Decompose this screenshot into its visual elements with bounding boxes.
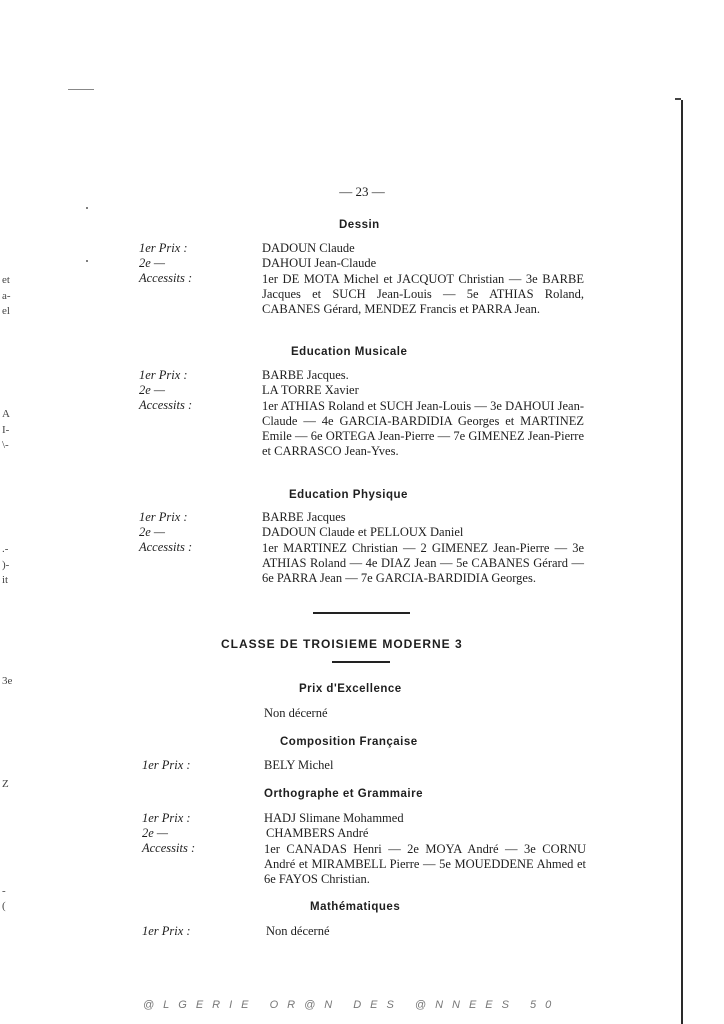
prize-winner: BELY Michel: [264, 758, 334, 772]
prize-winner: Non décerné: [264, 706, 328, 720]
accessits-label: Accessits :: [139, 540, 193, 554]
edge-fragment: )-: [2, 559, 10, 571]
edge-fragment: I-: [2, 424, 10, 436]
edge-fragment: Z: [2, 778, 9, 790]
prize-winner: DADOUN Claude: [262, 241, 355, 255]
edge-fragment: a-: [2, 290, 11, 302]
prize-label: 1er Prix :: [142, 758, 191, 772]
edge-fragment: -: [2, 885, 6, 897]
edge-fragment: A: [2, 408, 10, 420]
page-edge-rule: [681, 100, 683, 1024]
edge-fragment: (: [2, 900, 6, 912]
section-heading-orthographe: Orthographe et Grammaire: [264, 788, 423, 800]
edge-fragment: \-: [2, 439, 9, 451]
prize-label: 2e —: [139, 256, 166, 270]
accessits-label: Accessits :: [139, 398, 193, 412]
edge-fragment: el: [2, 305, 10, 317]
section-heading-musicale: Education Musicale: [291, 346, 408, 358]
page-number: — 23 —: [339, 184, 385, 199]
accessits-label: Accessits :: [142, 841, 196, 855]
prize-label: 1er Prix :: [142, 811, 191, 825]
accessits-list: 1er DE MOTA Michel et JACQUOT Christian — 3e BARBE Jacques et SUCH Jean-Louis — 5e ATHIAS Roland, CABANES Gérard, MENDEZ Francis et PARRA Jean.: [262, 272, 584, 316]
section-heading-dessin: Dessin: [339, 219, 380, 231]
prize-label: 1er Prix :: [142, 924, 191, 938]
scan-speck: [86, 260, 88, 262]
prize-label: 2e —: [139, 525, 166, 539]
prize-label: 1er Prix :: [139, 510, 188, 524]
prize-label: 1er Prix :: [139, 368, 188, 382]
section-heading-excellence: Prix d'Excellence: [299, 683, 402, 695]
prize-winner: CHAMBERS André: [266, 826, 369, 840]
prize-winner: DAHOUI Jean-Claude: [262, 256, 377, 270]
section-heading-mathematiques: Mathématiques: [310, 901, 401, 913]
accessits-label: Accessits :: [139, 271, 193, 285]
section-heading-composition: Composition Française: [280, 736, 418, 748]
edge-fragment: .-: [2, 543, 9, 555]
accessits-list: 1er CANADAS Henri — 2e MOYA André — 3e CORNU André et MIRAMBELL Pierre — 5e MOUEDDENE Ahmed et 6e FAYOS Christian.: [264, 842, 586, 886]
accessits-list: 1er MARTINEZ Christian — 2 GIMENEZ Jean-Pierre — 3e ATHIAS Roland — 4e DIAZ Jean — 5e CABANES Gérard — 6e PARRA Jean — 7e GARCIA-BARDIDIA Georges.: [262, 541, 584, 585]
prize-label: 1er Prix :: [139, 241, 188, 255]
prize-label: 2e —: [139, 383, 166, 397]
prize-winner: LA TORRE Xavier: [262, 383, 359, 397]
edge-fragment: 3e: [2, 675, 13, 687]
scan-speck: [86, 207, 88, 209]
prize-label: 2e —: [142, 826, 169, 840]
section-divider: [313, 612, 410, 614]
section-heading-physique: Education Physique: [289, 489, 408, 501]
prize-winner: BARBE Jacques.: [262, 368, 349, 382]
class-heading: CLASSE DE TROISIEME MODERNE 3: [221, 637, 463, 651]
prize-winner: Non décerné: [266, 924, 330, 938]
accessits-list: 1er ATHIAS Roland et SUCH Jean-Louis — 3e DAHOUI Jean-Claude — 4e GARCIA-BARDIDIA Georges et MARTINEZ Emile — 6e ORTEGA Jean-Pierre — 7e GIMENEZ Jean-Pierre et CARRASCO Jean-Yves.: [262, 399, 584, 458]
prize-winner: HADJ Slimane Mohammed: [264, 811, 404, 825]
section-divider: [332, 661, 390, 663]
prize-winner: BARBE Jacques: [262, 510, 346, 524]
edge-fragment: et: [2, 274, 10, 286]
prize-winner: DADOUN Claude et PELLOUX Daniel: [262, 525, 464, 539]
scan-mark: [68, 89, 94, 90]
edge-fragment: it: [2, 574, 9, 586]
watermark-footer: @LGERIE OR@N DES @NNEES 50: [143, 999, 561, 1011]
